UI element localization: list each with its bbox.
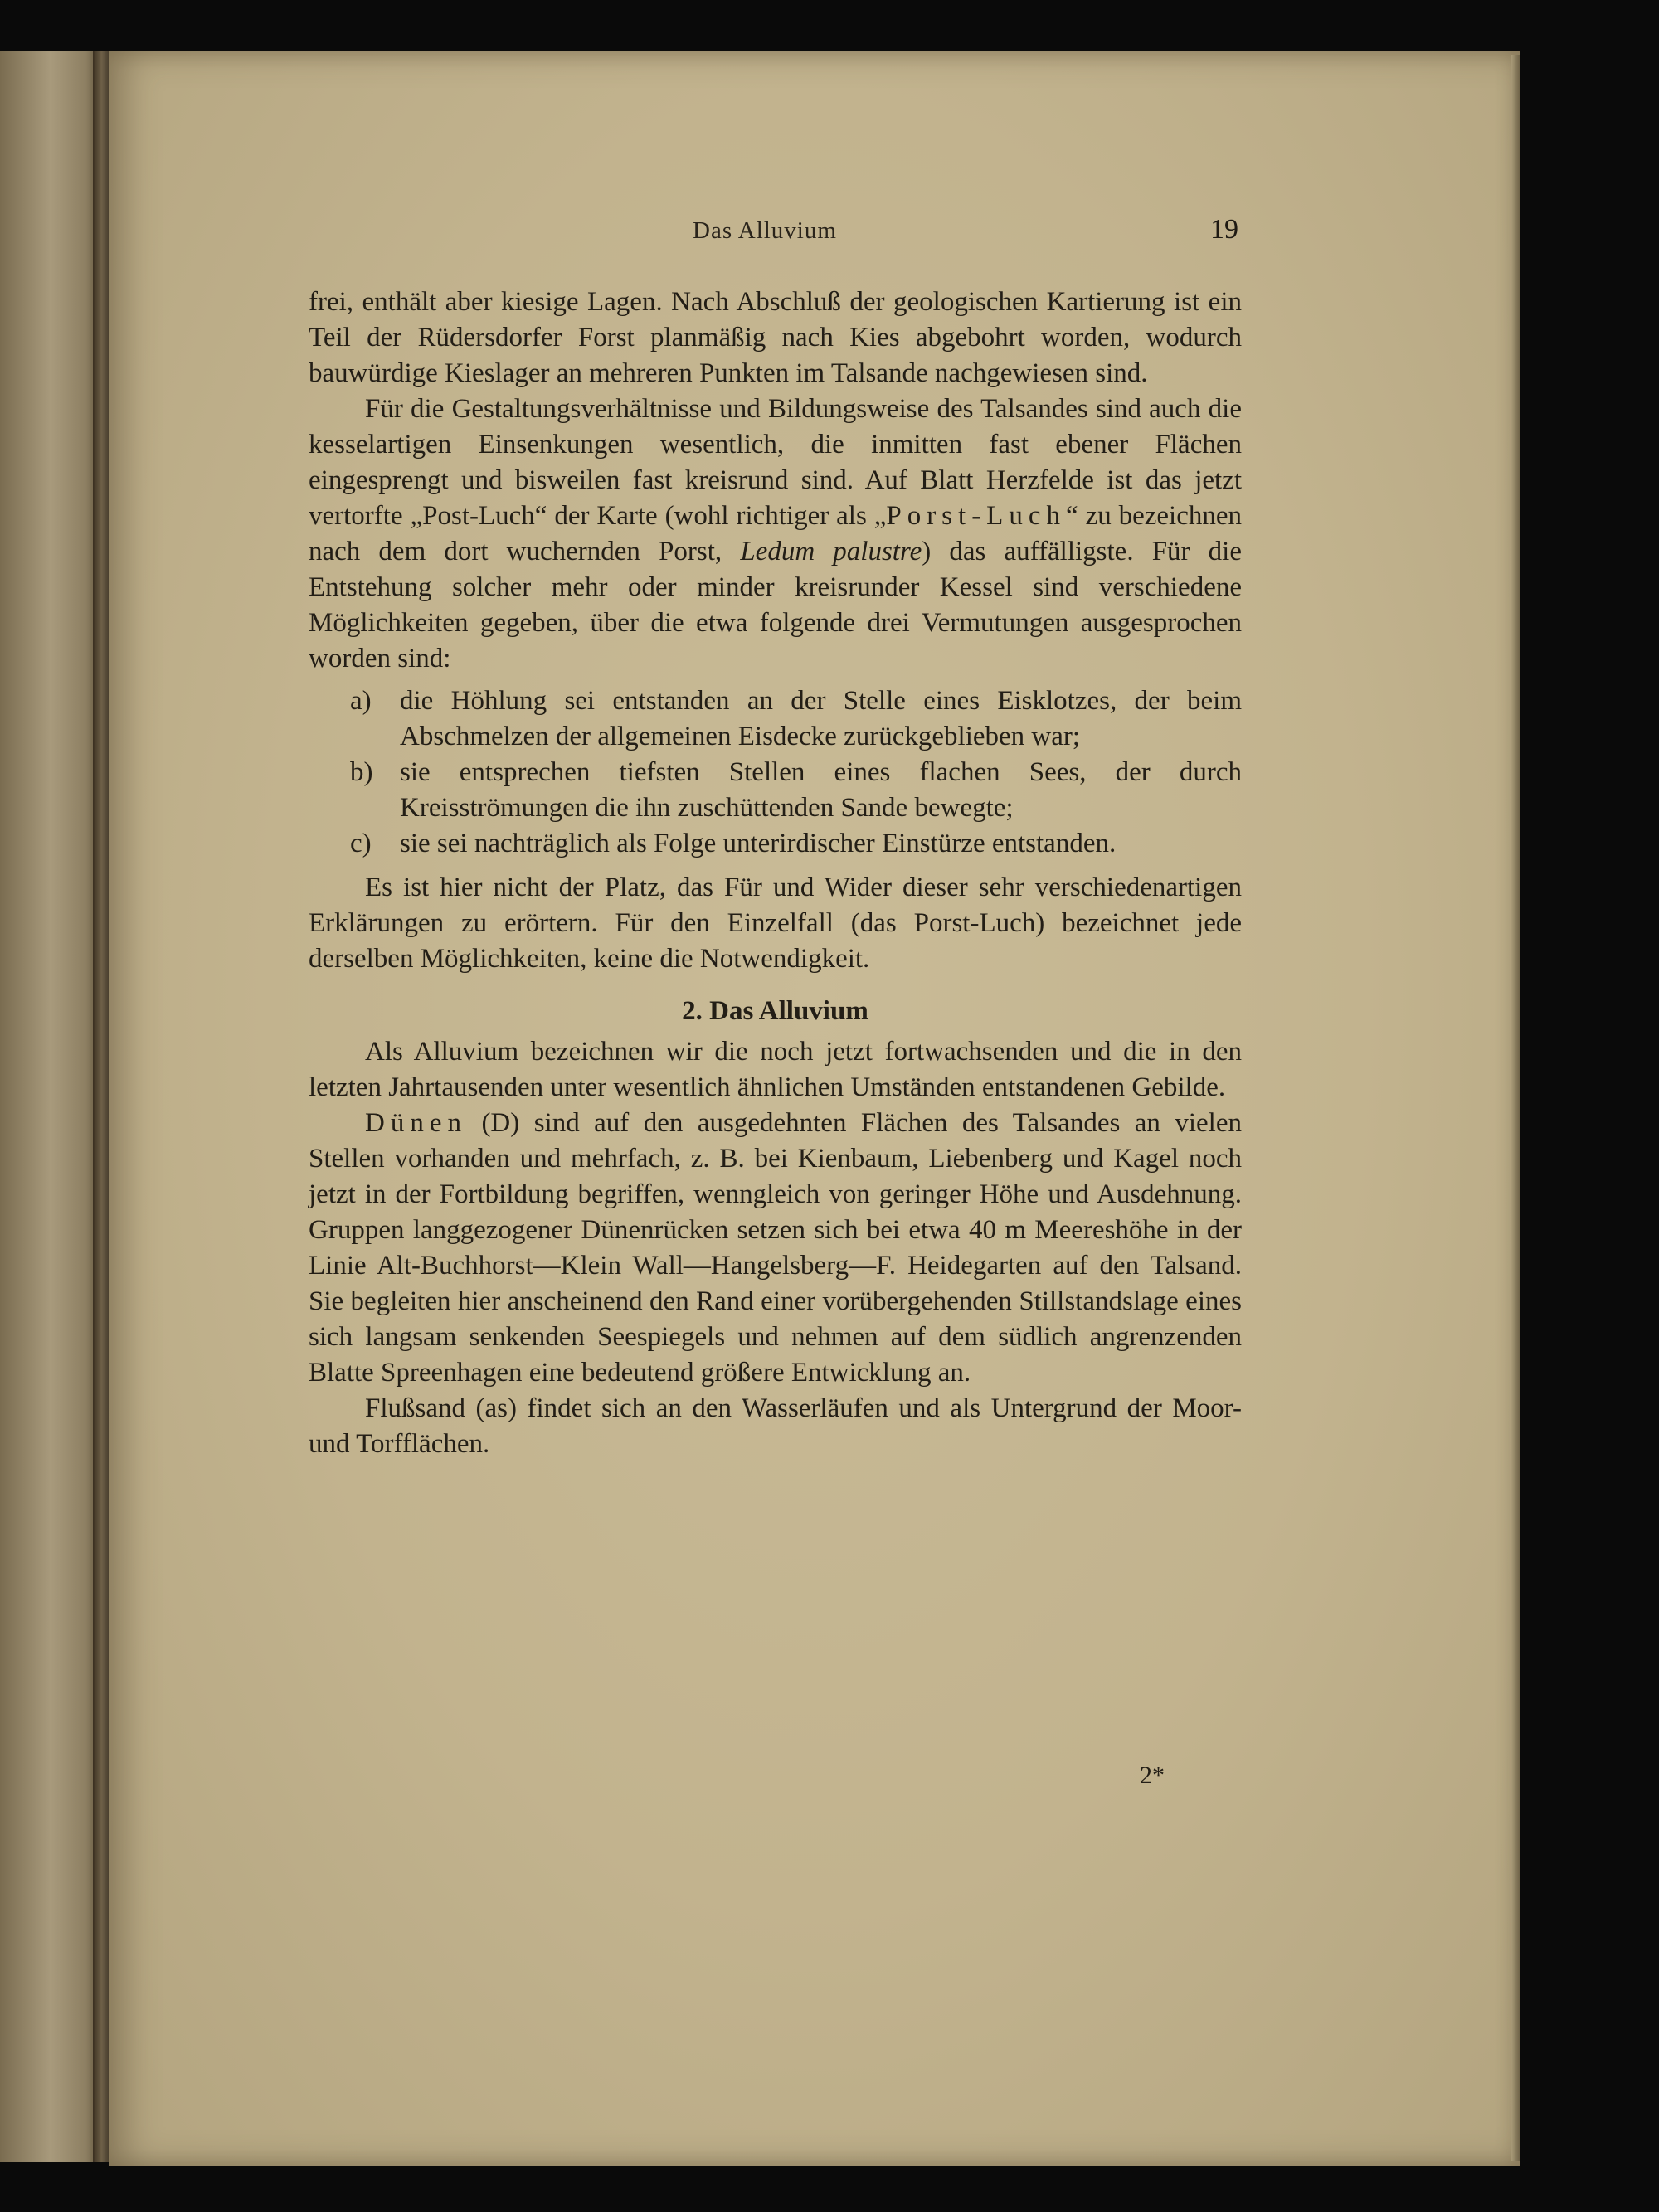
- italic-term-ledum-palustre: Ledum palustre: [740, 537, 922, 566]
- hypotheses-list: [309, 683, 1242, 862]
- page-header: [0, 214, 1659, 259]
- spaced-term-duenen: Dünen: [365, 1108, 467, 1138]
- list-marker: b): [350, 757, 373, 787]
- paragraph-6: Flußsand (as) findet sich an den Wasserläufen und als Untergrund der Moor- und Torfflächen.: [309, 1393, 1242, 1459]
- paragraph-1: frei, enthält aber kiesige Lagen. Nach Abschluß der geologischen Kartierung ist ein Teil der Rüdersdorfer Forst planmäßig nach Kies abgebohrt worden, wodurch bauwürdige Kieslager an mehreren Punkten im Talsande nachgewiesen sind.: [309, 287, 1242, 388]
- list-item: [309, 683, 1242, 755]
- paragraph-3: Es ist hier nicht der Platz, das Für und Wider dieser sehr verschiedenartigen Erklärungen zu erörtern. Für den Einzelfall (das Porst-Luch) bezeichnet jede derselben Möglichkeiten, keine die Notwendigkeit.: [309, 873, 1242, 974]
- list-item-text: sie entsprechen tiefsten Stellen eines flachen Sees, der durch Kreisströmungen die ihn zuschüttenden Sande bewegte;: [400, 757, 1242, 823]
- paragraph-5-rest: (D) sind auf den ausgedehnten Flächen des Talsandes an vielen Stellen vorhanden und mehrfach, z. B. bei Kienbaum, Liebenberg und Kagel noch jetzt in der Fortbildung begriffen, wenngleich von geringer Höhe und Ausdehnung. Gruppen langgezogener Dünenrücken setzen sich bei etwa 40 m Meereshöhe in der Linie Alt-Buchhorst—Klein Wall—Hangelsberg—F. Heidegarten auf den Talsand. Sie begleiten hier anscheinend den Rand einer vorübergehenden Stillstandslage eines sich langsam senkenden Seespiegels und nehmen auf dem südlich angrenzenden Blatte Spreenhagen eine bedeutend größere Entwicklung an.: [309, 1108, 1242, 1388]
- body-text: [309, 284, 1242, 1462]
- paragraph-2-part-a: Für die Gestaltungsverhältnisse und Bildungsweise des Talsandes sind auch die kesselartigen Einsenkungen wesentlich, die inmitten fast ebener Flächen eingesprengt und bisweilen fast kreisrund sind. Auf Blatt Herzfelde ist das jetzt vertorfte „Post-Luch“ der Karte (wohl richtiger als „: [309, 394, 1242, 531]
- page-number: 19: [1210, 214, 1238, 245]
- list-marker: a): [350, 686, 372, 716]
- paragraph-4: Als Alluvium bezeichnen wir die noch jetzt fortwachsenden und die in den letzten Jahrtausenden unter wesentlich ähnlichen Umständen entstandenen Gebilde.: [309, 1037, 1242, 1102]
- list-item: [309, 755, 1242, 826]
- paragraph-5: [309, 1106, 1242, 1391]
- list-item-text: die Höhlung sei entstanden an der Stelle eines Eisklotzes, der beim Abschmelzen der allgemeinen Eisdecke zurückgeblieben war;: [400, 686, 1242, 751]
- paragraph-2-part-b: “ zu bezeichnen nach dem dort wuchernden Porst,: [309, 501, 1242, 566]
- list-marker: c): [350, 829, 372, 858]
- paragraph-2-part-c: ) das auffälligste. Für die Entstehung solcher mehr oder minder kreisrunder Kessel sind verschiedene Möglichkeiten gegeben, über die etwa folgende drei Vermutungen ausgesprochen worden sind:: [309, 537, 1242, 673]
- spaced-term-porst-luch: Porst-Luch: [886, 501, 1066, 531]
- page-right-edge: [1511, 55, 1520, 2161]
- list-item: [309, 826, 1242, 862]
- list-item-text: sie sei nachträglich als Folge unterirdischer Einstürze entstanden.: [400, 829, 1117, 858]
- left-page-edge: [0, 51, 101, 2162]
- signature-mark: 2*: [1140, 1762, 1165, 1789]
- section-heading: 2. Das Alluvium: [682, 996, 868, 1026]
- paragraph-2: [309, 391, 1242, 677]
- running-head: Das Alluvium: [693, 217, 837, 244]
